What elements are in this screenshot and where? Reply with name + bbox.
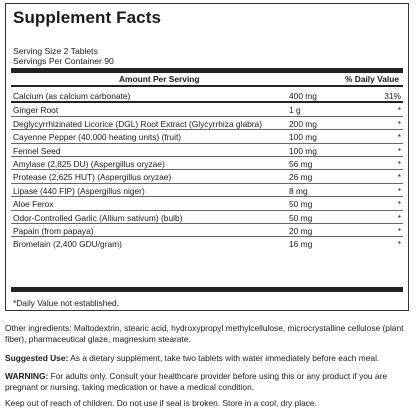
warning-text: For adults only. Consult your healthcare provider before using this or any product if you are pregnant or nursing, taking medication or have a medical condition. — [5, 371, 388, 392]
other-ingredients: Other ingredients: Maltodextrin, stearic acid, hydroxypropyl methylcellulose, microcrystalline cellulose (plant fiber), pharmaceutical glaze, magnesium stearate. — [5, 323, 404, 344]
thick-rule — [11, 68, 403, 73]
header-rule — [11, 85, 403, 87]
nutrient-table — [11, 89, 403, 250]
amount-per-serving-header: Amount Per Serving — [119, 74, 200, 84]
bottom-thick-rule — [11, 287, 403, 292]
daily-value-header: % Daily Value — [345, 74, 399, 84]
suggested-use — [5, 353, 411, 364]
table-row: Protease (2,625 HUT) (Aspergillus oryzae) 26 mg * — [11, 169, 403, 182]
panel-title: Supplement Facts — [13, 8, 162, 27]
warning-label: WARNING: — [5, 371, 49, 381]
table-row: Bromelain (2,400 GDU/gram) 16 mg * — [11, 236, 403, 249]
table-row: Deglycyrrhizinated Licorice (DGL) Root Extract (Glycyrrhiza glabra) 200 mg * — [11, 116, 403, 129]
storage-instructions: Keep out of reach of children. Do not use if seal is broken. Store in a cool, dry place. — [5, 398, 317, 408]
table-header — [11, 74, 403, 85]
warning — [5, 371, 411, 392]
table-row: Lipase (440 FIP) (Aspergillus niger) 8 mg * — [11, 183, 403, 196]
table-row: Aloe Ferox 50 mg * — [11, 196, 403, 209]
suggested-use-text: As a dietary supplement, take two tablets with water immediately before each meal. — [68, 353, 380, 363]
table-row: Fennel Seed 100 mg * — [11, 143, 403, 156]
suggested-use-label: Suggested Use: — [5, 353, 69, 363]
table-row: Calcium (as calcium carbonate) 400 mg 31% — [13, 91, 401, 101]
supplement-facts-panel — [5, 3, 409, 311]
table-row: Cayenne Pepper (40,000 heating units) (fruit) 100 mg * — [11, 129, 403, 142]
serving-size: Serving Size 2 Tablets — [13, 46, 98, 56]
servings-per-container: Servings Per Container 90 — [13, 56, 114, 66]
table-row: Papain (from papaya) 20 mg * — [11, 223, 403, 236]
daily-value-footnote: *Daily Value not established. — [13, 298, 119, 308]
table-row: Ginger Root 1 g * — [11, 101, 403, 115]
table-row: Amylase (2,825 DU) (Aspergillus oryzae) 56 mg * — [11, 156, 403, 169]
table-row: Odor-Controlled Garlic (Allium sativum) (bulb) 50 mg * — [11, 210, 403, 223]
